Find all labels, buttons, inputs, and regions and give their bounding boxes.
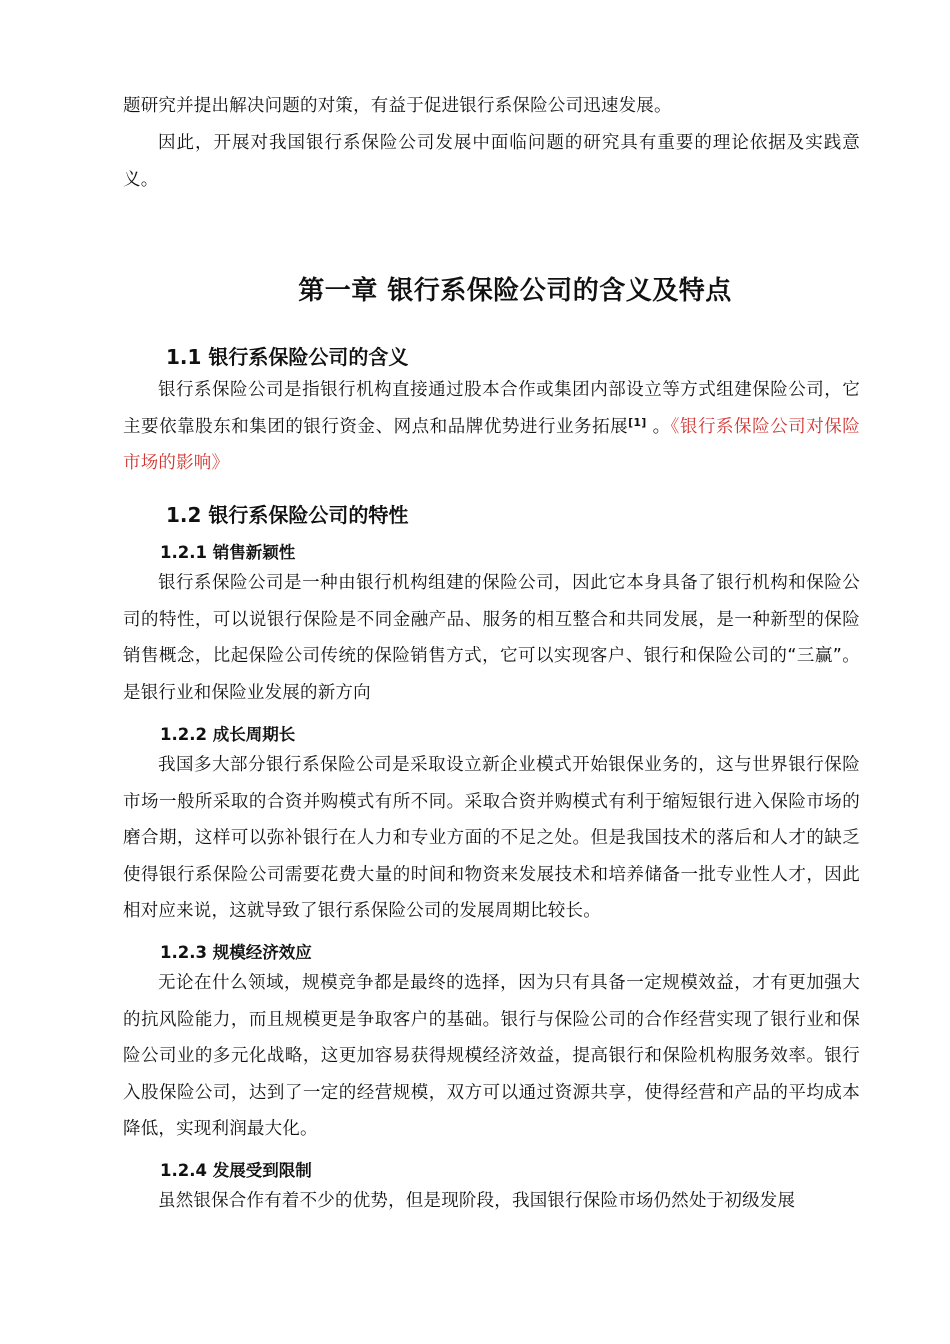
subsection-1-2-3-paragraph: 无论在什么领域，规模竞争都是最终的选择，因为只有具备一定规模效益，才有更加强大的抗风险能力，而且规模更是争取客户的基础。银行与保险公司的合作经营实现了银行业和保险公司业的多元化战略，这更加容易获得规模经济效益，提高银行和保险机构服务效率。银行入股保险公司，达到了一定的经营规模，双方可以通过资源共享，使得经营和产品的平均成本降低，实现利润最大化。 bbox=[123, 973, 860, 1139]
citation-trailing-punctuation: 。 bbox=[646, 416, 671, 437]
subsection-heading-1-2-3: 1.2.3 规模经济效应 bbox=[160, 943, 312, 962]
subsection-1-2-2-paragraph: 我国多大部分银行系保险公司是采取设立新企业模式开始银保业务的，这与世界银行保险市场一般所采取的合资并购模式有所不同。采取合资并购模式有利于缩短银行进入保险市场的磨合期，这样可以弥补银行在人力和专业方面的不足之处。但是我国技术的落后和人才的缺乏使得银行系保险公司需要花费大量的时间和物资来发展技术和培养储备一批专业性人才，因此相对应来说，这就导致了银行系保险公司的发展周期比较长。 bbox=[123, 755, 860, 921]
intro-paragraph-continued: 题研究并提出解决问题的对策，有益于促进银行系保险公司迅速发展。 bbox=[123, 96, 672, 116]
section-1-1-paragraph bbox=[123, 372, 860, 482]
subsection-heading-1-2-1: 1.2.1 销售新颖性 bbox=[160, 543, 296, 562]
citation-marker: [1] bbox=[628, 415, 647, 429]
section-heading-1-2: 1.2 银行系保险公司的特性 bbox=[166, 503, 409, 527]
intro-paragraph-significance: 因此，开展对我国银行系保险公司发展中面临问题的研究具有重要的理论依据及实践意义。 bbox=[123, 133, 860, 190]
subsection-1-2-1-paragraph: 银行系保险公司是一种由银行机构组建的保险公司，因此它本身具备了银行机构和保险公司的特性，可以说银行保险是不同金融产品、服务的相互整合和共同发展，是一种新型的保险销售概念，比起保险公司传统的保险销售方式，它可以实现客户、银行和保险公司的“三赢”。是银行业和保险业发展的新方向 bbox=[123, 573, 860, 703]
subsection-heading-1-2-4: 1.2.4 发展受到限制 bbox=[160, 1161, 312, 1180]
subsection-heading-1-2-2: 1.2.2 成长周期长 bbox=[160, 725, 296, 744]
subsection-1-2-4-paragraph: 虽然银保合作有着不少的优势，但是现阶段，我国银行保险市场仍然处于初级发展 bbox=[158, 1191, 796, 1211]
section-heading-1-1: 1.1 银行系保险公司的含义 bbox=[166, 345, 409, 369]
section-1-1-text: 银行系保险公司是指银行机构直接通过股本合作或集团内部设立等方式组建保险公司，它主要依靠股东和集团的银行资金、网点和品牌优势进行业务拓展 bbox=[123, 380, 860, 437]
reference-link[interactable]: 《银行系保险公司对保险市场的影响》 bbox=[123, 416, 861, 473]
chapter-title: 第一章 银行系保险公司的含义及特点 bbox=[298, 276, 732, 306]
